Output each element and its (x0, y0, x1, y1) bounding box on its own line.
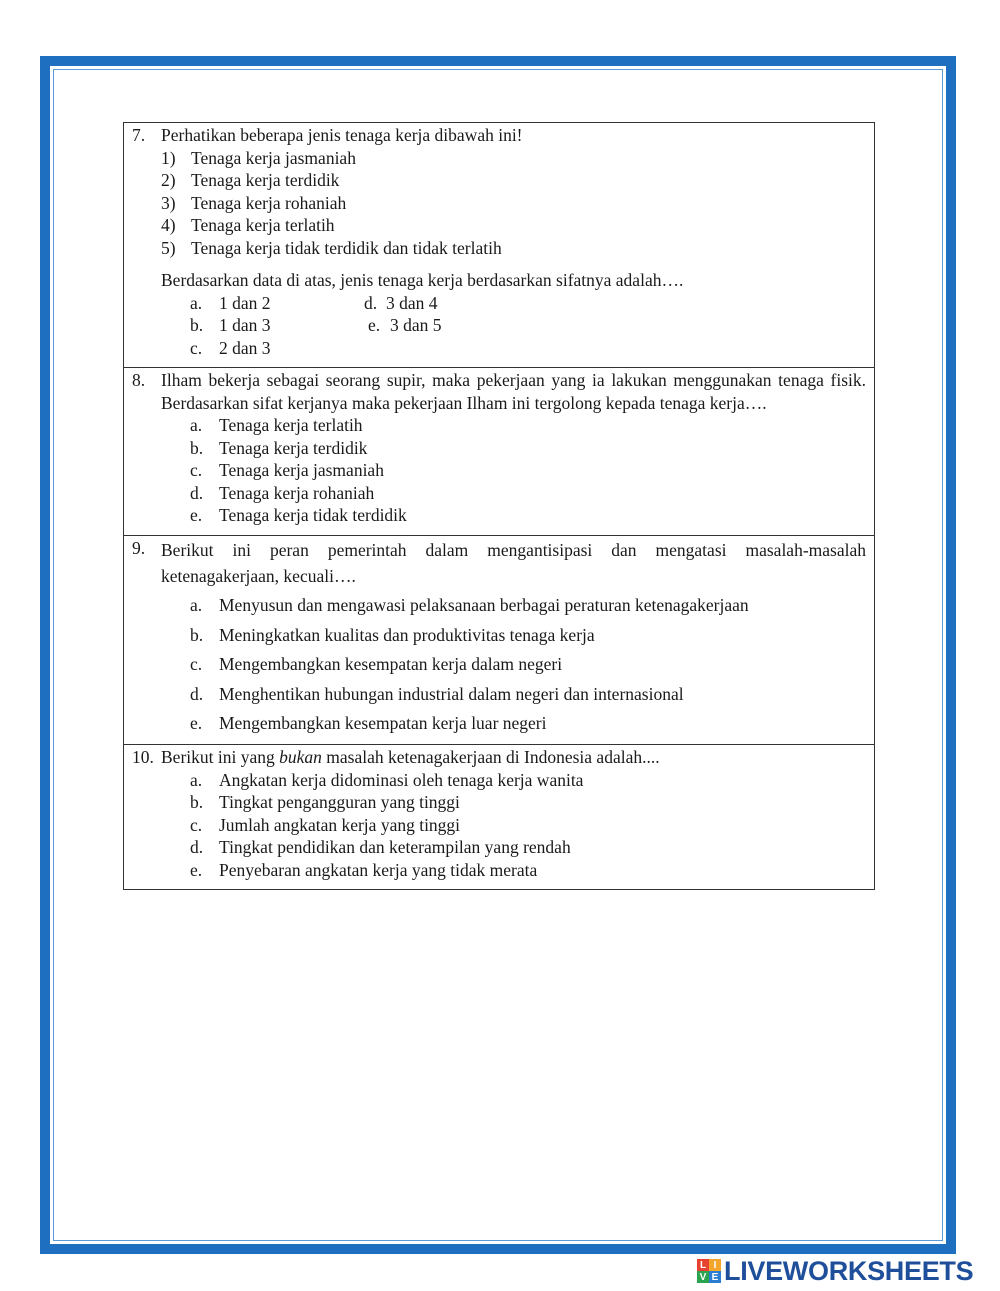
option-marker: c. (190, 814, 203, 835)
answer-options (190, 292, 866, 360)
logo-letter: E (709, 1271, 721, 1283)
question-text-emphasis: bukan (279, 747, 322, 767)
answer-options (190, 414, 866, 527)
option-marker: e. (190, 713, 203, 733)
option-d[interactable] (190, 482, 866, 505)
list-item (161, 237, 866, 260)
option-d[interactable] (190, 836, 866, 859)
option-c[interactable] (190, 337, 364, 360)
item-marker: 3) (161, 192, 176, 213)
option-marker: a. (190, 292, 203, 313)
question-cell (124, 123, 875, 368)
option-c[interactable] (190, 814, 866, 837)
option-text: Tingkat pendidikan dan keterampilan yang rendah (219, 837, 571, 857)
list-item (161, 192, 866, 215)
option-d[interactable] (364, 292, 564, 315)
option-text: Tenaga kerja rohaniah (219, 482, 375, 503)
option-text: Mengembangkan kesempatan kerja dalam negeri (219, 654, 563, 674)
item-text: Tenaga kerja terdidik (191, 170, 340, 190)
option-a[interactable] (190, 414, 866, 437)
question-cell (124, 368, 875, 536)
question-text: Berikut ini peran pemerintah dalam mengantisipasi dan mengatasi masalah-masalah ketenagakerjaan, kecuali…. (161, 539, 866, 586)
question-text-end: masalah ketenagakerjaan di Indonesia adalah.... (326, 747, 660, 767)
option-marker: c. (190, 460, 203, 480)
option-text: Meningkatkan kualitas dan produktivitas tenaga kerja (219, 624, 595, 645)
option-marker: d. (190, 683, 204, 704)
option-marker: e. (368, 315, 381, 335)
option-marker: d. (190, 837, 204, 857)
option-marker: c. (190, 654, 203, 674)
question-row-10 (124, 745, 875, 890)
answer-options (190, 592, 866, 736)
numbered-list (161, 147, 866, 260)
item-text: Tenaga kerja terlatih (191, 215, 335, 235)
list-item (161, 147, 866, 170)
option-text: Mengembangkan kesempatan kerja luar negeri (219, 713, 547, 733)
liveworksheets-brand[interactable] (697, 1253, 973, 1289)
option-b[interactable] (190, 437, 866, 460)
option-text: Tenaga kerja jasmaniah (219, 460, 384, 480)
option-a[interactable] (190, 292, 364, 315)
question-number: 7. (132, 125, 146, 145)
item-marker: 5) (161, 237, 176, 258)
option-c[interactable] (190, 459, 866, 482)
item-text: Tenaga kerja jasmaniah (191, 147, 356, 168)
question-table (123, 122, 875, 890)
option-b[interactable] (190, 314, 364, 337)
option-text: 1 dan 3 (219, 315, 271, 335)
option-text: 1 dan 2 (219, 292, 271, 313)
item-marker: 2) (161, 170, 176, 190)
item-marker: 1) (161, 147, 176, 168)
option-e[interactable] (190, 710, 866, 736)
question-number: 9. (132, 537, 146, 558)
option-a[interactable] (190, 769, 866, 792)
option-marker: b. (190, 437, 204, 458)
option-marker: b. (190, 624, 204, 645)
question-number: 8. (132, 370, 146, 390)
option-text: Jumlah angkatan kerja yang tinggi (219, 814, 461, 835)
option-marker: a. (190, 595, 203, 615)
option-text: Tenaga kerja terlatih (219, 415, 363, 435)
option-text: 2 dan 3 (219, 337, 271, 358)
logo-letter: L (697, 1259, 709, 1271)
option-e[interactable] (364, 314, 564, 337)
logo-letter: V (697, 1271, 709, 1283)
option-text: 3 dan 4 (386, 292, 438, 313)
option-marker: a. (190, 415, 203, 435)
question-text: Ilham bekerja sebagai seorang supir, maka pekerjaan yang ia lakukan menggunakan tenaga fisik. Berdasarkan sifat kerjanya maka pekerjaan Ilham ini tergolong kepada tenaga kerja…. (161, 370, 866, 413)
question-text-start: Berikut ini yang (161, 747, 275, 767)
question-text (161, 746, 866, 769)
option-text: Menyusun dan mengawasi pelaksanaan berbagai peraturan ketenagakerjaan (219, 595, 749, 615)
question-prompt: Berdasarkan data di atas, jenis tenaga kerja berdasarkan sifatnya adalah…. (161, 270, 684, 290)
option-d[interactable] (190, 681, 866, 707)
option-e[interactable] (190, 859, 866, 882)
option-b[interactable] (190, 622, 866, 648)
option-text: Tenaga kerja tidak terdidik (219, 505, 407, 525)
question-cell (124, 745, 875, 890)
option-marker: b. (190, 315, 204, 335)
option-text: Angkatan kerja didominasi oleh tenaga kerja wanita (219, 769, 584, 790)
question-row-7 (124, 123, 875, 368)
option-b[interactable] (190, 791, 866, 814)
option-e[interactable] (190, 504, 866, 527)
option-marker: a. (190, 769, 203, 790)
item-text: Tenaga kerja tidak terdidik dan tidak terlatih (191, 237, 502, 258)
option-marker: b. (190, 792, 204, 812)
option-text: Penyebaran angkatan kerja yang tidak merata (219, 859, 538, 880)
question-row-9 (124, 535, 875, 745)
option-text: 3 dan 5 (390, 315, 442, 335)
option-marker: c. (190, 337, 203, 358)
item-marker: 4) (161, 215, 176, 235)
question-text: Perhatikan beberapa jenis tenaga kerja dibawah ini! (161, 125, 523, 145)
question-number: 10. (132, 747, 154, 767)
question-cell (124, 535, 875, 745)
option-marker: d. (190, 482, 204, 503)
list-item (161, 214, 866, 237)
list-item (161, 169, 866, 192)
option-marker: e. (190, 505, 203, 525)
option-text: Tenaga kerja terdidik (219, 437, 368, 458)
option-a[interactable] (190, 592, 866, 618)
option-marker: d. (364, 292, 378, 313)
live-logo-icon (697, 1259, 721, 1283)
item-text: Tenaga kerja rohaniah (191, 192, 347, 213)
answer-options (190, 769, 866, 882)
option-text: Menghentikan hubungan industrial dalam negeri dan internasional (219, 683, 684, 704)
option-marker: e. (190, 859, 203, 880)
question-row-8 (124, 368, 875, 536)
option-c[interactable] (190, 651, 866, 677)
brand-name: LIVEWORKSHEETS (724, 1255, 974, 1286)
logo-letter: I (709, 1259, 721, 1271)
option-text: Tingkat pengangguran yang tinggi (219, 792, 460, 812)
